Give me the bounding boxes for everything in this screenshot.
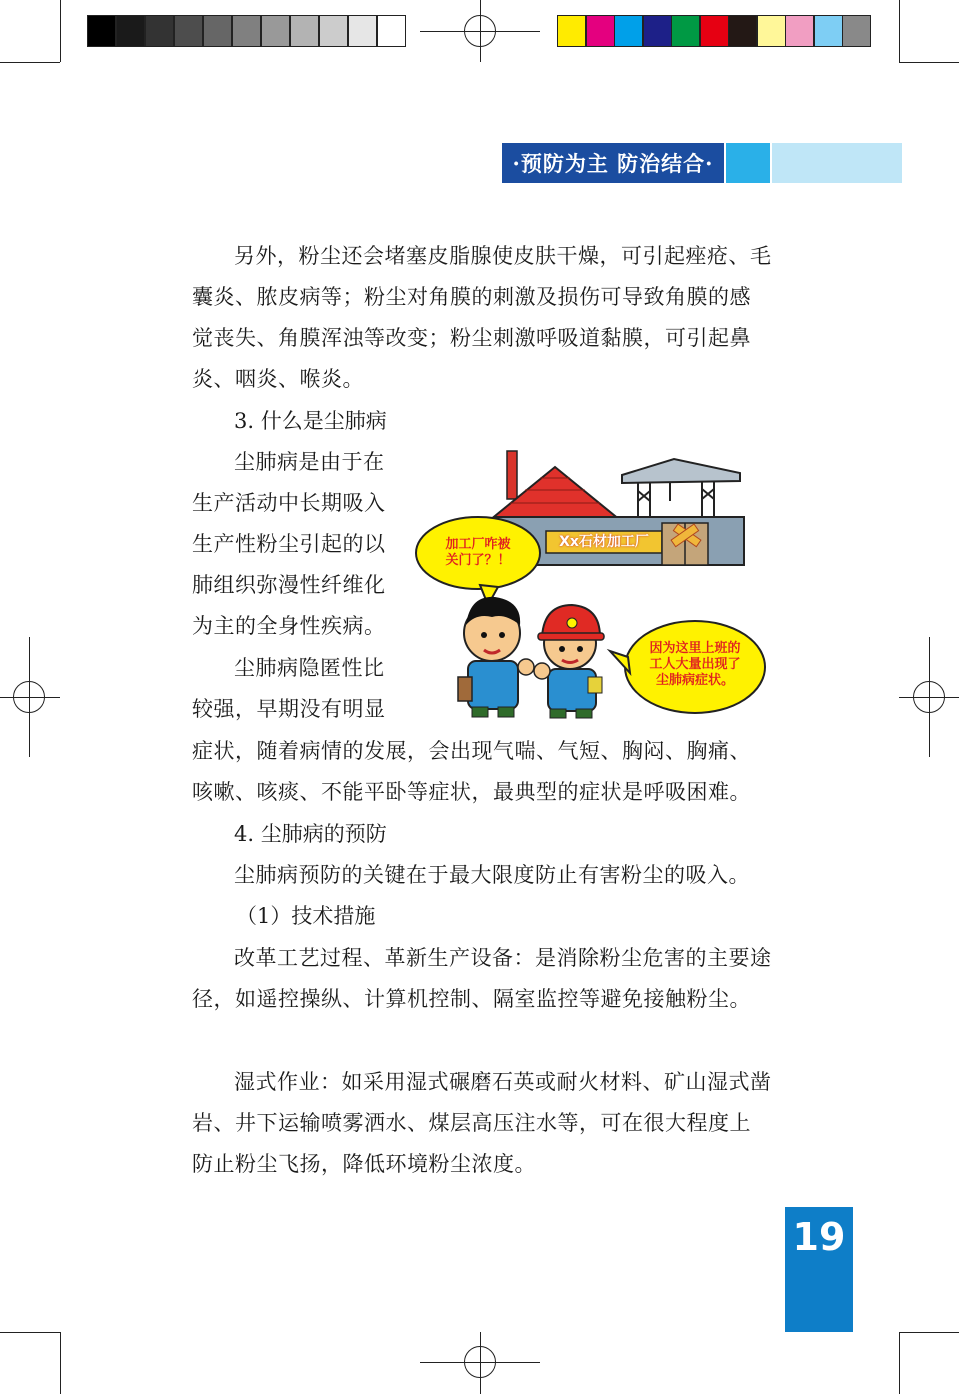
paragraph-wet-operation: 湿式作业：如采用湿式碾磨石英或耐火材料、矿山湿式凿岩、井下运输喷雾洒水、煤层高压注水等，可在很大程度上防止粉尘飞扬，降低环境粉尘浓度。 — [192, 1070, 772, 1176]
heading-what-is-pneumoconiosis: 3. 什么是尘肺病 — [234, 409, 387, 433]
paragraph-latent-start: 尘肺病隐匿性比较强，早期没有明显 — [192, 656, 386, 721]
gray-swatch — [261, 15, 290, 47]
color-swatch — [757, 15, 786, 47]
color-swatch — [785, 15, 814, 47]
factory-sign-text: Xx石材加工厂 — [559, 534, 649, 550]
paragraph-symptoms: 症状，随着病情的发展，会出现气喘、气短、胸闷、胸痛、咳嗽、咳痰、不能平卧等症状，最典型的症状是呼吸困难。 — [192, 739, 751, 804]
gray-swatch — [145, 15, 174, 47]
heading-prevention: 4. 尘肺病的预防 — [234, 822, 387, 846]
color-swatch — [643, 15, 672, 47]
gray-swatch — [232, 15, 261, 47]
color-swatch — [614, 15, 643, 47]
right-speech-bubble-line1: 因为这里上班的 — [649, 641, 741, 656]
gray-swatch — [174, 15, 203, 47]
left-speech-bubble-line1: 加工厂咋被 — [445, 537, 511, 552]
header-accent-block — [726, 143, 770, 183]
color-swatch — [671, 15, 700, 47]
left-speech-bubble-line2: 关门了？！ — [445, 553, 511, 568]
heading-technical-measures: （1）技术措施 — [236, 904, 376, 928]
color-swatch — [700, 15, 729, 47]
factory-cartoon-illustration — [410, 445, 770, 720]
color-swatch — [814, 15, 843, 47]
right-speech-bubble-line3: 尘肺病症状。 — [655, 673, 734, 688]
paragraph-definition: 尘肺病是由于在生产活动中长期吸入生产性粉尘引起的以肺组织弥漫性纤维化为主的全身性疾病。 — [192, 450, 386, 638]
paragraph-prevention-key: 尘肺病预防的关键在于最大限度防止有害粉尘的吸入。 — [234, 863, 750, 887]
section-header-banner: ·预防为主 防治结合· — [502, 143, 724, 183]
gray-swatch — [319, 15, 348, 47]
gray-swatch — [203, 15, 232, 47]
gray-swatch — [87, 15, 116, 47]
gray-swatch — [290, 15, 319, 47]
gray-swatch — [116, 15, 145, 47]
gray-swatch — [377, 15, 406, 47]
right-speech-bubble-line2: 工人大量出现了 — [649, 657, 741, 672]
color-swatch — [842, 15, 871, 47]
header-light-block — [772, 143, 902, 183]
gray-swatch — [348, 15, 377, 47]
color-swatch — [586, 15, 615, 47]
color-swatch — [728, 15, 757, 47]
color-swatch — [557, 15, 586, 47]
paragraph-skin-effects: 另外，粉尘还会堵塞皮脂腺使皮肤干燥，可引起痤疮、毛囊炎、脓皮病等；粉尘对角膜的刺激及损伤可导致角膜的感觉丧失、角膜浑浊等改变；粉尘刺激呼吸道黏膜，可引起鼻炎、咽炎、喉炎。 — [192, 244, 772, 391]
page-number: 19 — [785, 1207, 853, 1332]
paragraph-process-reform: 改革工艺过程、革新生产设备：是消除粉尘危害的主要途径，如遥控操纵、计算机控制、隔室监控等避免接触粉尘。 — [192, 946, 772, 1011]
